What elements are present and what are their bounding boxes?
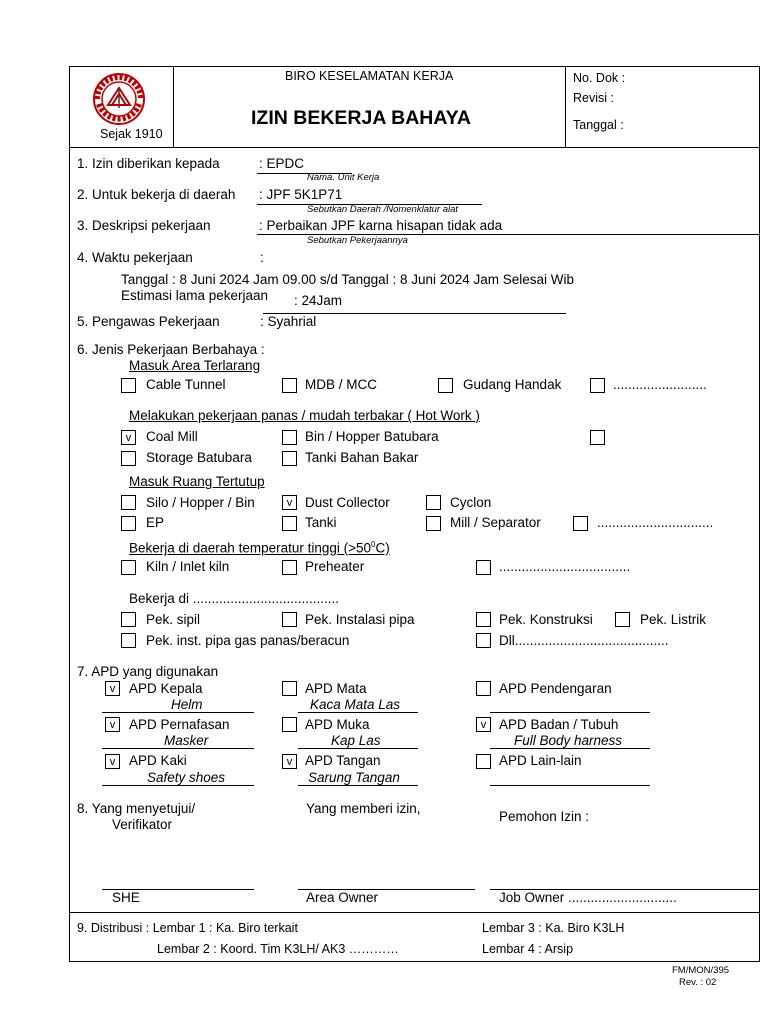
- header-divider-left: [173, 66, 174, 148]
- lembar3-label: Lembar 3 : Ka. Biro K3LH: [482, 921, 625, 935]
- apd-muka-label: APD Muka: [305, 717, 370, 732]
- bin-hopper-label: Bin / Hopper Batubara: [305, 429, 439, 444]
- section9-top-line: [69, 912, 760, 913]
- tanki-bahan-bakar-checkbox[interactable]: [282, 451, 297, 466]
- pek-pipa-gas-checkbox[interactable]: [121, 633, 136, 648]
- form-number: FM/MON/395: [672, 965, 730, 976]
- pek-listrik-checkbox[interactable]: [615, 612, 630, 627]
- apd-tangan-checkbox[interactable]: v: [282, 754, 297, 769]
- apd-badan-detail: Full Body harness: [514, 733, 623, 748]
- gudang-handak-label: Gudang Handak: [463, 377, 562, 392]
- pek-konstruksi-checkbox[interactable]: [476, 612, 491, 627]
- lembar2-label: Lembar 2 : Koord. Tim K3LH/ AK3 …………: [157, 942, 399, 956]
- apd-kaki-label: APD Kaki: [129, 753, 187, 768]
- memberi-izin-label: Yang memberi izin,: [306, 801, 421, 816]
- silo-hopper-label: Silo / Hopper / Bin: [146, 495, 255, 510]
- section1-value: : EPDC: [259, 156, 305, 171]
- bekerja-di-heading: Bekerja di .......................................: [129, 591, 340, 606]
- section2-hint: Sebutkan Daerah /Nomenklatur alat: [307, 204, 459, 215]
- section4-date-line: Tanggal : 8 Juni 2024 Jam 09.00 s/d Tanggal : 8 Juni 2024 Jam Selesai Wib: [121, 272, 575, 287]
- pek-sipil-checkbox[interactable]: [121, 612, 136, 627]
- tanki-bahan-bakar-label: Tanki Bahan Bakar: [305, 450, 419, 465]
- pek-listrik-label: Pek. Listrik: [640, 612, 707, 627]
- section3-hint: Sebutkan Pekerjaannya: [307, 235, 408, 246]
- area-owner-label: Area Owner: [306, 890, 379, 905]
- area-other-label: .........................: [613, 377, 707, 392]
- section8-label: 8. Yang menyetujui/: [77, 801, 196, 816]
- apd-pernafasan-checkbox[interactable]: v: [105, 717, 120, 732]
- apd-kaki-checkbox[interactable]: v: [105, 754, 120, 769]
- pek-pipa-gas-label: Pek. inst. pipa gas panas/beracun: [146, 633, 350, 648]
- apd-badan-checkbox[interactable]: v: [476, 717, 491, 732]
- temperatur-heading: Bekerja di daerah temperatur tinggi $(>50^0C)$: [129, 540, 390, 556]
- section6-label: 6. Jenis Pekerjaan Berbahaya :: [77, 342, 265, 357]
- apd-kaki-detail: Safety shoes: [147, 770, 226, 785]
- apd-kaki-line: [102, 785, 254, 786]
- estimasi-label: Estimasi lama pekerjaan: [121, 288, 269, 303]
- mdb-mcc-checkbox[interactable]: [282, 378, 297, 393]
- section2-label: 2. Untuk bekerja di daerah: [77, 187, 236, 202]
- tanki-label: Tanki: [305, 515, 337, 530]
- hot-work-other-checkbox[interactable]: [590, 430, 605, 445]
- silo-hopper-checkbox[interactable]: [121, 495, 136, 510]
- estimasi-value: : 24Jam: [294, 293, 343, 308]
- section3-value: : Perbaikan JPF karna hisapan tidak ada: [259, 218, 503, 233]
- job-owner-label: Job Owner .............................: [499, 890, 677, 905]
- apd-kepala-label: APD Kepala: [129, 681, 203, 696]
- section5-value: : Syahrial: [260, 314, 317, 329]
- storage-batubara-checkbox[interactable]: [121, 451, 136, 466]
- apd-tangan-line: [298, 785, 418, 786]
- apd-lain-label: APD Lain-lain: [499, 753, 582, 768]
- preheater-label: Preheater: [305, 559, 365, 574]
- mill-separator-label: Mill / Separator: [450, 515, 541, 530]
- apd-lain-line: [490, 785, 650, 786]
- dll-label: Dll.........................................: [499, 633, 669, 648]
- mill-separator-checkbox[interactable]: [426, 516, 441, 531]
- pek-instalasi-pipa-checkbox[interactable]: [282, 612, 297, 627]
- ep-label: EP: [146, 515, 165, 530]
- cable-tunnel-label: Cable Tunnel: [146, 377, 226, 392]
- area-terlarang-heading: Masuk Area Terlarang: [129, 358, 261, 373]
- apd-muka-detail: Kap Las: [331, 733, 381, 748]
- section5-label: 5. Pengawas Pekerjaan: [77, 314, 220, 329]
- apd-lain-checkbox[interactable]: [476, 754, 491, 769]
- apd-pernafasan-label: APD Pernafasan: [129, 717, 230, 732]
- dll-checkbox[interactable]: [476, 633, 491, 648]
- kiln-checkbox[interactable]: [121, 560, 136, 575]
- area-other-checkbox[interactable]: [590, 378, 605, 393]
- apd-pernafasan-line: [102, 748, 254, 749]
- apd-pendengaran-line: [490, 712, 650, 713]
- company-since: Sejak 1910: [100, 127, 163, 141]
- cyclon-label: Cyclon: [450, 495, 492, 510]
- apd-badan-line: [490, 748, 650, 749]
- ep-checkbox[interactable]: [121, 516, 136, 531]
- apd-mata-line: [298, 712, 418, 713]
- apd-mata-checkbox[interactable]: [282, 681, 297, 696]
- ruang-other-label: ...............................: [597, 515, 714, 530]
- tanki-checkbox[interactable]: [282, 516, 297, 531]
- ruang-tertutup-heading: Masuk Ruang Tertutup: [129, 474, 265, 489]
- hot-work-heading: Melakukan pekerjaan panas / mudah terbakar ( Hot Work ): [129, 408, 480, 423]
- header-divider-right: [565, 66, 566, 148]
- temperatur-other-label: ...................................: [499, 559, 631, 574]
- apd-kepala-detail: Helm: [171, 697, 203, 712]
- apd-pernafasan-detail: Masker: [164, 733, 209, 748]
- lembar4-label: Lembar 4 : Arsip: [482, 942, 574, 956]
- revisi-label: Revisi :: [573, 91, 614, 105]
- dust-collector-checkbox[interactable]: v: [282, 495, 297, 510]
- tanggal-label: Tanggal :: [573, 118, 624, 132]
- cable-tunnel-checkbox[interactable]: [121, 378, 136, 393]
- section1-label: 1. Izin diberikan kepada: [77, 156, 220, 171]
- verifikator-label: Verifikator: [112, 817, 173, 832]
- apd-kepala-checkbox[interactable]: v: [105, 681, 120, 696]
- coal-mill-label: Coal Mill: [146, 429, 198, 444]
- ruang-other-checkbox[interactable]: [573, 516, 588, 531]
- apd-tangan-detail: Sarung Tangan: [308, 770, 400, 785]
- section4-colon: :: [260, 250, 264, 265]
- apd-pendengaran-checkbox[interactable]: [476, 681, 491, 696]
- apd-muka-checkbox[interactable]: [282, 717, 297, 732]
- page-title: IZIN BEKERJA BAHAYA: [251, 107, 471, 129]
- coal-mill-checkbox[interactable]: v: [121, 430, 136, 445]
- kiln-label: Kiln / Inlet kiln: [146, 559, 230, 574]
- pek-konstruksi-label: Pek. Konstruksi: [499, 612, 593, 627]
- mdb-mcc-label: MDB / MCC: [305, 377, 377, 392]
- apd-mata-detail: Kaca Mata Las: [310, 697, 401, 712]
- form-revision: Rev. : 02: [679, 977, 717, 988]
- section4-label: 4. Waktu pekerjaan: [77, 250, 193, 265]
- apd-pendengaran-label: APD Pendengaran: [499, 681, 612, 696]
- temperatur-other-checkbox[interactable]: [476, 560, 491, 575]
- preheater-checkbox[interactable]: [282, 560, 297, 575]
- section7-label: 7. APD yang digunakan: [77, 664, 219, 679]
- dust-collector-label: Dust Collector: [305, 495, 390, 510]
- pek-sipil-label: Pek. sipil: [146, 612, 201, 627]
- storage-batubara-label: Storage Batubara: [146, 450, 252, 465]
- section2-value: : JPF 5K1P71: [259, 187, 343, 202]
- bin-hopper-checkbox[interactable]: [282, 430, 297, 445]
- bureau-name: BIRO KESELAMATAN KERJA: [285, 69, 454, 83]
- company-logo: [92, 72, 146, 126]
- she-label: SHE: [112, 890, 140, 905]
- apd-mata-label: APD Mata: [305, 681, 367, 696]
- apd-muka-line: [298, 748, 418, 749]
- pemohon-izin-label: Pemohon Izin :: [499, 809, 590, 824]
- pek-instalasi-pipa-label: Pek. Instalasi pipa: [305, 612, 415, 627]
- distribusi-label: 9. Distribusi : Lembar 1 : Ka. Biro terkait: [77, 921, 298, 935]
- section1-hint: Nama. Unit Kerja: [307, 172, 380, 183]
- section3-label: 3. Deskripsi pekerjaan: [77, 218, 211, 233]
- apd-badan-label: APD Badan / Tubuh: [499, 717, 619, 732]
- header-bottom-line: [69, 147, 760, 148]
- gudang-handak-checkbox[interactable]: [438, 378, 453, 393]
- cyclon-checkbox[interactable]: [426, 495, 441, 510]
- apd-tangan-label: APD Tangan: [305, 753, 381, 768]
- apd-kepala-line: [102, 712, 254, 713]
- no-dok-label: No. Dok :: [573, 71, 626, 85]
